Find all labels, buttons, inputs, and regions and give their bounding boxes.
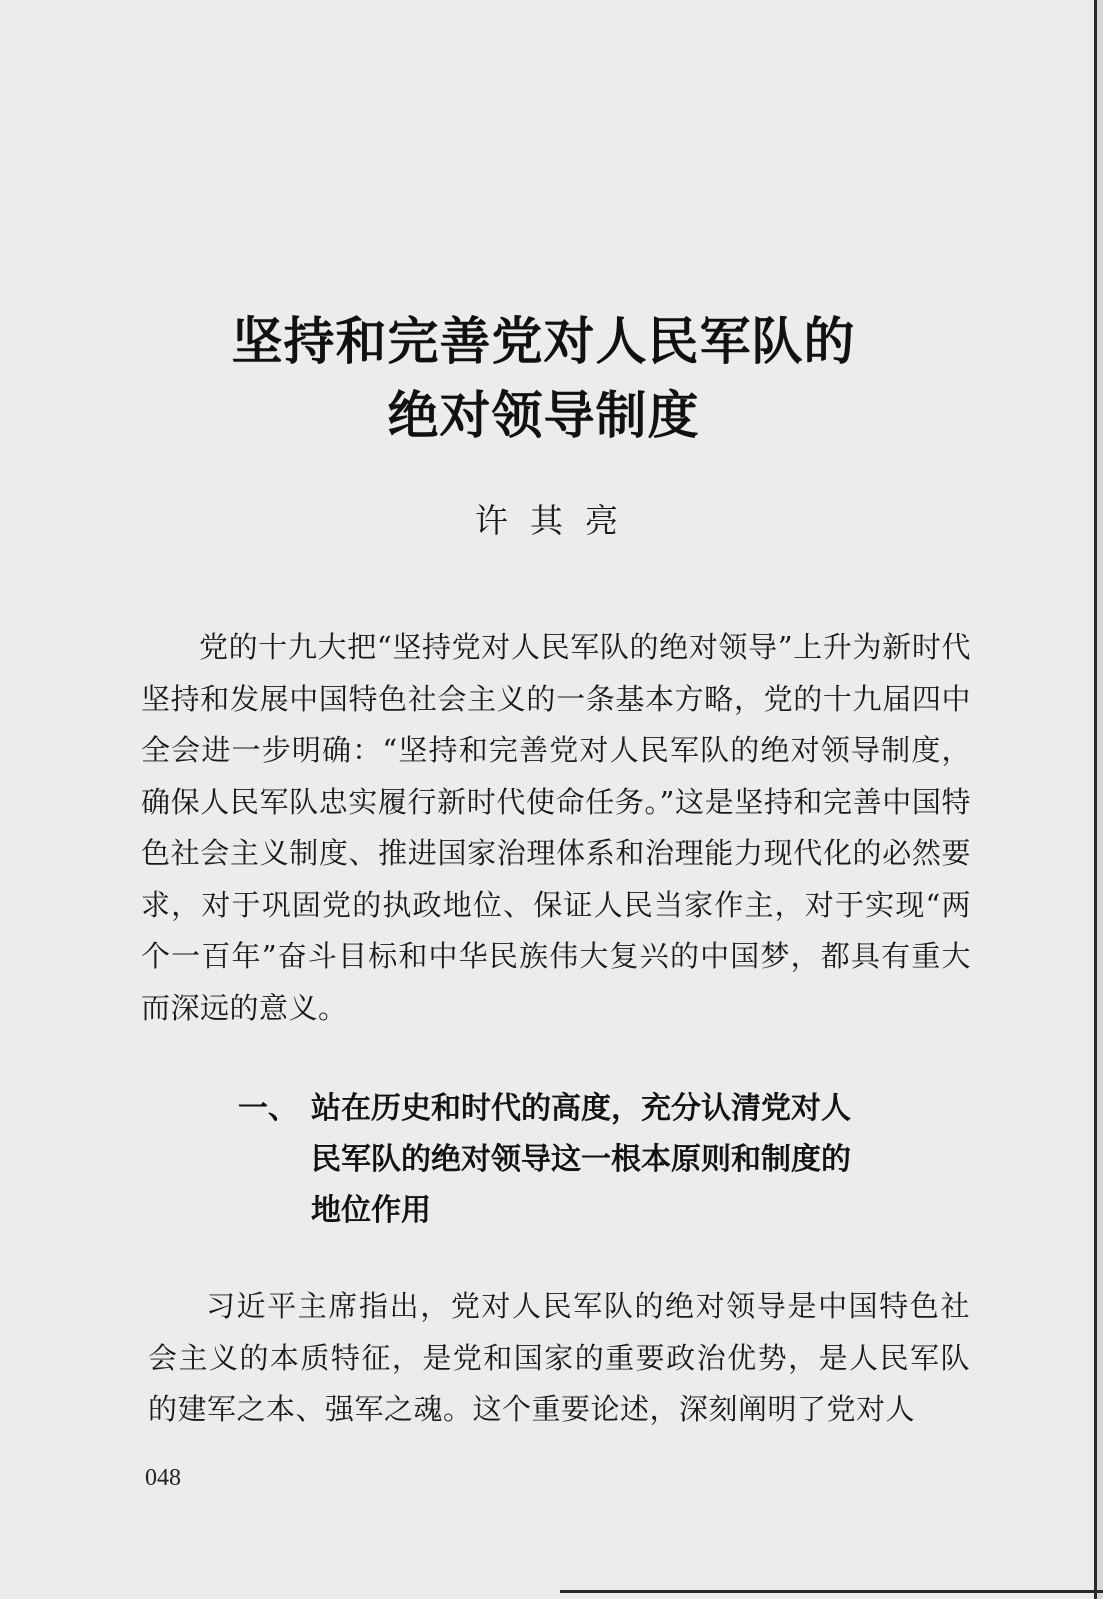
section-heading-text: 站在历史和时代的高度，充分认清党对人民军队的绝对领导这一根本原则和制度的地位作用 [311, 1091, 851, 1228]
title-line-2: 绝对领导制度 [387, 387, 700, 446]
page-edge-right [1094, 0, 1097, 1599]
author-name: 许其亮 [475, 501, 640, 540]
section-number: 一、 [238, 1091, 298, 1126]
page-number: 048 [145, 1465, 181, 1491]
intro-paragraph: 党的十九大把“坚持党对人民军队的绝对领导”上升为新时代坚持和发展中国特色社会主义的一条基本方略，党的十九届四中全会进一步明确：“坚持和完善党对人民军队的绝对领导制度，确保人民军队忠实履行新时代使命任务。”这是坚持和完善中国特色社会主义制度、推进国家治理体系和治理能力现代化的必然要求，对于巩固党的执政地位、保证人民当家作主，对于实现“两个一百年”奋斗目标和中华民族伟大复兴的中国梦，都具有重大而深远的意义。 [141, 630, 971, 1025]
title-line-1: 坚持和完善党对人民军队的 [231, 313, 856, 372]
page-edge-bottom [560, 1590, 1103, 1593]
page-edge-shadow [1097, 0, 1103, 1599]
body-paragraph: 习近平主席指出，党对人民军队的绝对领导是中国特色社会主义的本质特征，是党和国家的重要政治优势，是人民军队的建军之本、强军之魂。这个重要论述，深刻阐明了党对人 [148, 1289, 970, 1426]
